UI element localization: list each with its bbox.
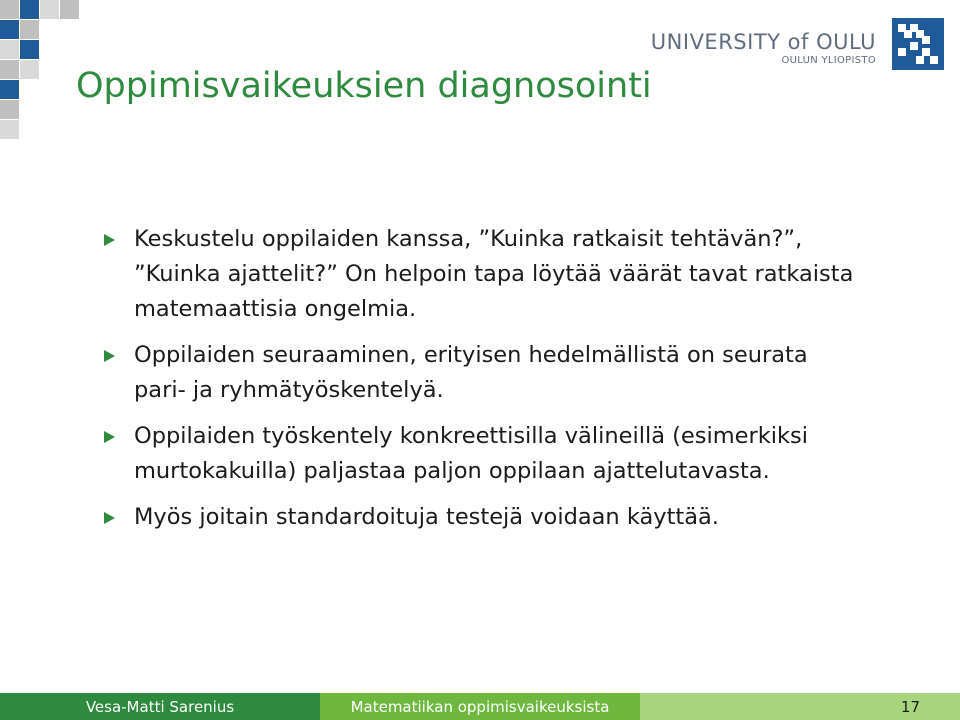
bullet-arrow-icon (104, 350, 115, 362)
bullet-arrow-icon (104, 512, 115, 524)
deco-square (0, 60, 19, 79)
deco-square (0, 40, 19, 59)
deco-square (20, 0, 39, 19)
deco-square (20, 40, 39, 59)
footer-author: Vesa-Matti Sarenius (0, 693, 320, 720)
list-item (104, 222, 864, 327)
page-number: 17 (640, 693, 960, 720)
bullet-text: Oppilaiden työskentely konkreettisilla välineillä (esimerkiksi murtokakuilla) paljastaa paljon oppilaan ajattelutavasta. (134, 423, 809, 484)
slide-title: Oppimisvaikeuksien diagnosointi (76, 66, 652, 106)
bullet-arrow-icon (104, 431, 115, 443)
deco-square (20, 60, 39, 79)
deco-square (40, 0, 59, 19)
deco-square (0, 20, 19, 39)
oulu-emblem-icon (892, 18, 944, 70)
bullet-arrow-icon (104, 234, 115, 246)
decorative-squares (0, 0, 80, 140)
deco-square (60, 0, 79, 19)
bullet-text: Oppilaiden seuraaminen, erityisen hedelmällistä on seurata pari- ja ryhmätyöskentelyä. (134, 342, 808, 403)
deco-square (0, 0, 19, 19)
deco-square (0, 100, 19, 119)
bullet-text: Myös joitain standardoituja testejä voidaan käyttää. (134, 504, 719, 530)
list-item (104, 419, 864, 489)
university-logo (651, 30, 876, 68)
footer-bar (0, 693, 960, 720)
deco-square (20, 20, 39, 39)
list-item (104, 500, 864, 535)
bullet-text: Keskustelu oppilaiden kanssa, ”Kuinka ratkaisit tehtävän?”, ”Kuinka ajattelit?” On helpoin tapa löytää väärät tavat ratkaista matemaattisia ongelmia. (134, 226, 854, 322)
list-item (104, 338, 864, 408)
deco-square (0, 80, 19, 99)
logo-sub-text: OULUN YLIOPISTO (781, 55, 876, 66)
footer-presentation-title: Matematiikan oppimisvaikeuksista (320, 693, 640, 720)
deco-square (0, 120, 19, 139)
bullet-list (104, 222, 864, 546)
logo-main-text: UNIVERSITY of OULU (650, 30, 876, 54)
